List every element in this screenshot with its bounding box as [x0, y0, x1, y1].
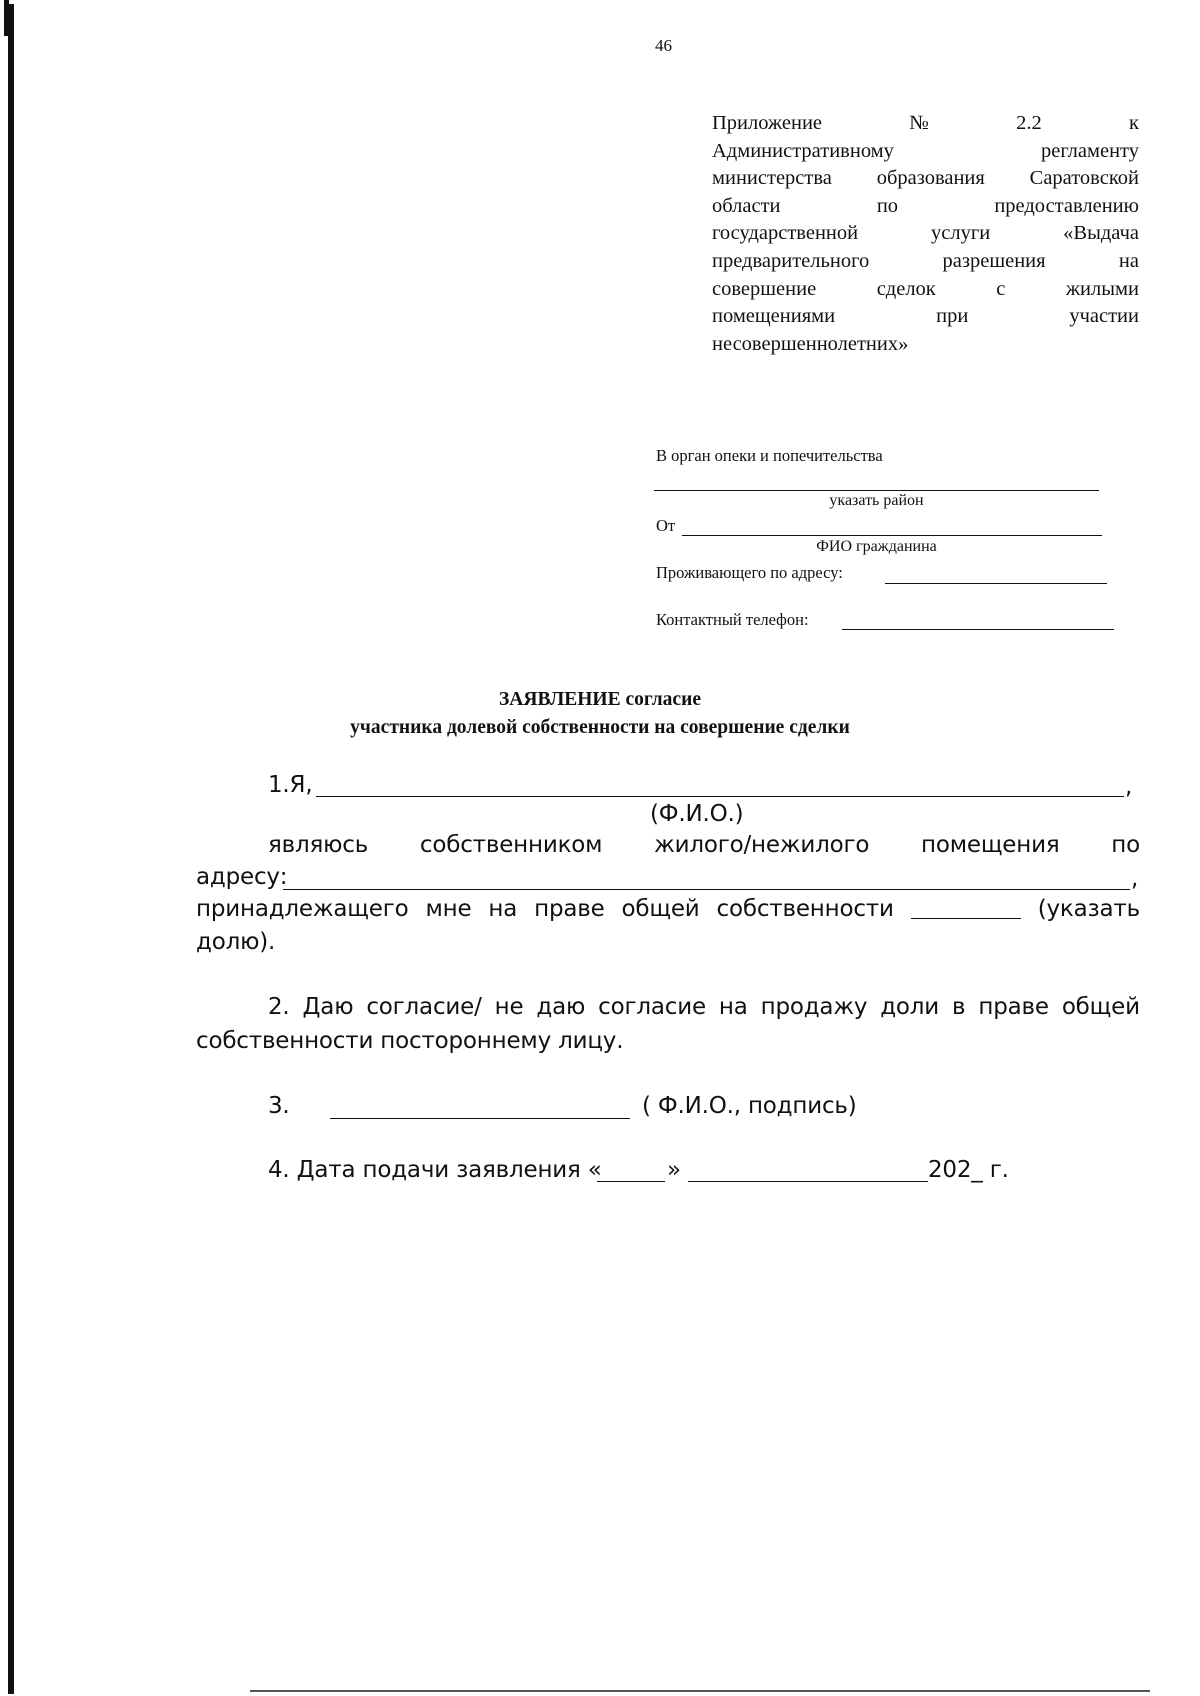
- phone-label: Контактный телефон:: [656, 610, 809, 629]
- address-comma: ,: [1131, 866, 1139, 892]
- property-address-field[interactable]: [283, 888, 1130, 890]
- word: доли: [880, 994, 940, 1020]
- clause1-comma: ,: [1125, 774, 1133, 800]
- share-field[interactable]: [911, 896, 1021, 919]
- appendix-line: [712, 110, 1139, 138]
- district-field[interactable]: [654, 489, 1099, 491]
- clause3-number: 3.: [268, 1093, 290, 1119]
- word: согласие/: [366, 994, 482, 1020]
- district-hint: указать район: [829, 492, 924, 509]
- appendix-word: с: [996, 277, 1006, 300]
- appendix-word: к: [1129, 112, 1139, 134]
- appendix-word: 2.2: [1016, 112, 1042, 134]
- applicant-name-field[interactable]: [316, 795, 1124, 797]
- appendix-word: услуги: [931, 222, 991, 245]
- appendix-line: [712, 220, 1139, 248]
- appendix-word: на: [1118, 249, 1139, 272]
- share-hint: (указать: [1037, 896, 1140, 922]
- page-number: 46: [655, 36, 672, 55]
- word: по: [1111, 832, 1140, 858]
- date-month-field[interactable]: [688, 1180, 928, 1182]
- document-subtitle: участника долевой собственности на совершение сделки: [350, 717, 850, 738]
- appendix-word: образования: [876, 167, 985, 190]
- submission-date-label: 4. Дата подачи заявления «: [268, 1157, 602, 1183]
- from-label: От: [656, 516, 676, 535]
- to-guardianship-label: В орган опеки и попечительства: [656, 446, 883, 465]
- clause1-prefix: 1.Я,: [268, 772, 313, 798]
- appendix-word: Приложение: [712, 112, 823, 134]
- appendix-word: «Выдача: [1063, 222, 1139, 245]
- appendix-word: регламенту: [1040, 139, 1139, 162]
- document-title: ЗАЯВЛЕНИЕ согласие: [499, 689, 701, 710]
- word: собственности: [716, 896, 894, 922]
- word: общей: [1061, 994, 1140, 1020]
- appendix-word: Административному: [712, 139, 894, 162]
- word: помещения: [921, 832, 1060, 858]
- word: на: [718, 994, 748, 1020]
- appendix-word: министерства: [712, 167, 832, 190]
- date-day-field[interactable]: [597, 1180, 665, 1182]
- appendix-word: сделок: [876, 277, 936, 300]
- word: продажу: [760, 994, 868, 1020]
- appendix-word: области: [712, 194, 781, 217]
- applicant-fio-hint: (Ф.И.О.): [650, 801, 744, 827]
- word: являюсь: [268, 832, 369, 858]
- word: мне: [425, 896, 472, 922]
- residence-label: Проживающего по адресу:: [656, 563, 843, 582]
- appendix-line: [712, 165, 1139, 193]
- scan-edge: [8, 4, 14, 1694]
- scan-bottom-edge: [250, 1690, 1150, 1692]
- appendix-header: [712, 110, 1139, 358]
- word: праве: [534, 896, 605, 922]
- appendix-word: предварительного: [712, 249, 870, 272]
- word: Даю: [302, 994, 354, 1020]
- fio-hint: ФИО гражданина: [816, 538, 937, 555]
- appendix-line: [712, 276, 1139, 304]
- appendix-word: государственной: [712, 222, 859, 245]
- word: не: [494, 994, 524, 1020]
- phone-field[interactable]: [842, 628, 1114, 630]
- word: принадлежащего: [196, 896, 409, 922]
- appendix-word: совершение: [712, 277, 817, 300]
- word: собственником: [419, 832, 603, 858]
- word: в: [952, 994, 966, 1020]
- appendix-word: жилыми: [1065, 277, 1139, 300]
- appendix-word: №: [909, 112, 929, 134]
- word: согласие: [598, 994, 706, 1020]
- appendix-word: при: [936, 305, 969, 328]
- appendix-line: [712, 193, 1139, 221]
- appendix-line: [712, 138, 1139, 166]
- appendix-line: [712, 248, 1139, 276]
- appendix-line: [712, 303, 1139, 331]
- word: общей: [621, 896, 700, 922]
- appendix-word: разрешения: [942, 249, 1046, 272]
- signature-field[interactable]: [330, 1117, 630, 1119]
- share-line: [196, 896, 1140, 922]
- date-year: 202_ г.: [928, 1157, 1009, 1183]
- signature-hint: ( Ф.И.О., подпись): [642, 1093, 857, 1119]
- appendix-word: по: [876, 194, 899, 217]
- date-quote-close: »: [667, 1157, 681, 1183]
- appendix-word: Саратовской: [1029, 167, 1139, 190]
- word: жилого/нежилого: [654, 832, 870, 858]
- ownership-line: [268, 832, 1140, 858]
- residence-field[interactable]: [885, 582, 1107, 584]
- appendix-word: предоставлению: [994, 194, 1139, 217]
- appendix-word: участии: [1069, 305, 1139, 328]
- from-field[interactable]: [682, 534, 1102, 536]
- share-end: долю).: [196, 929, 276, 955]
- address-label: адресу:: [196, 864, 288, 890]
- word: на: [488, 896, 518, 922]
- word: 2.: [268, 994, 290, 1020]
- appendix-word: помещениями: [712, 305, 836, 328]
- consent-line-2: собственности постороннему лицу.: [196, 1028, 624, 1054]
- consent-line: [268, 994, 1140, 1020]
- word: праве: [978, 994, 1049, 1020]
- appendix-line: несовершеннолетних»: [712, 332, 909, 355]
- word: даю: [536, 994, 586, 1020]
